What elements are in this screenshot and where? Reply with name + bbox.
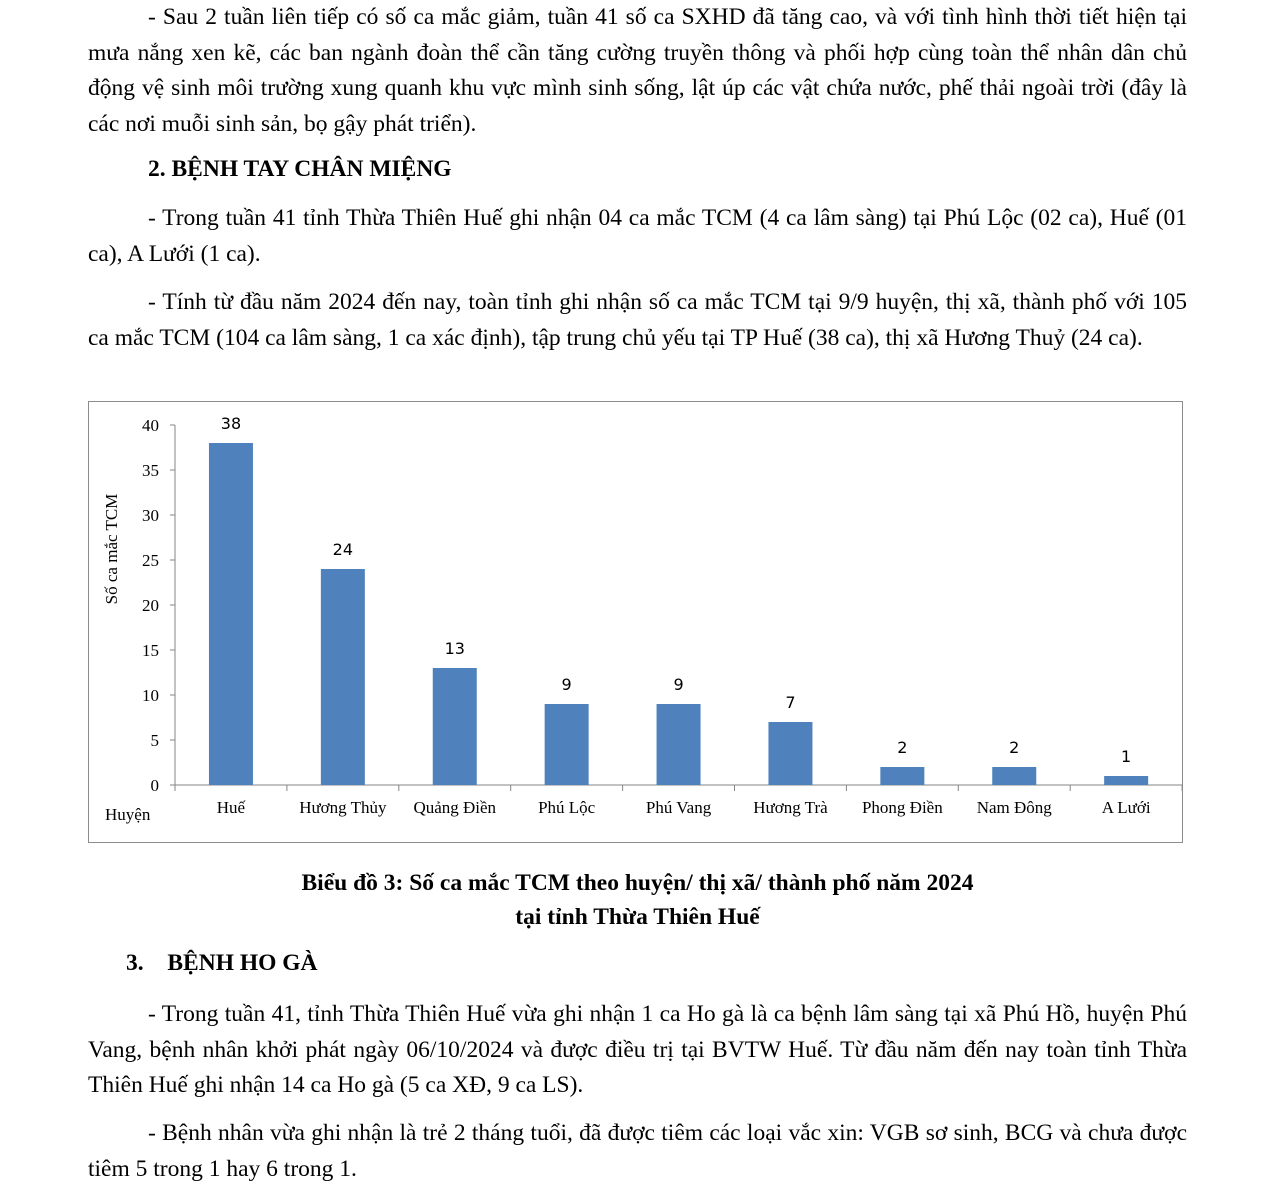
category-label: Phú Lộc [538,798,596,817]
paragraph-sxhd [88,0,1187,142]
heading-whooping-cough [126,950,318,977]
heading-text: BỆNH HO GÀ [167,950,318,976]
data-label: 1 [1121,747,1132,766]
y-tick-label: 35 [142,461,159,480]
y-axis-title: Số ca mắc TCM [102,493,121,605]
data-label: 9 [673,675,684,694]
data-label: 2 [1009,738,1020,757]
category-label: Nam Đông [976,798,1052,817]
bar [768,722,812,785]
paragraph-tcm-year [88,285,1187,356]
heading-number: 3. [126,950,144,976]
y-tick-label: 40 [142,416,159,435]
y-tick-label: 30 [142,506,159,525]
category-label: Quảng Điền [413,798,497,817]
bar [321,569,365,785]
data-label: 38 [220,414,242,433]
paragraph-text: - Sau 2 tuần liên tiếp có số ca mắc giảm, tuần 41 số ca SXHD đã tăng cao, và với tình hình thời tiết hiện tại mưa nắng xen kẽ, các ban ngành đoàn thể cần tăng cường truyền thông và phối hợp cùng toàn thể nhân dân chủ động vệ sinh môi trường xung quanh khu vực mình sinh sống, lật úp các vật chứa nước, phế thải ngoài trời (đây là các nơi muỗi sinh sản, bọ gậy phát triển). [88,4,1187,137]
y-tick-label: 25 [142,551,159,570]
category-label: Phú Vang [645,798,712,817]
paragraph-text: - Trong tuần 41, tỉnh Thừa Thiên Huế vừa ghi nhận 1 ca Ho gà là ca bệnh lâm sàng tại xã Phú Hồ, huyện Phú Vang, bệnh nhân khởi phát ngày 06/10/2024 và được điều trị tại BVTW Huế. Từ đầu năm đến nay toàn tỉnh Thừa Thiên Huế ghi nhận 14 ca Ho gà (5 ca XĐ, 9 ca LS). [88,1001,1187,1098]
paragraph-tcm-week [88,201,1187,272]
data-label: 2 [897,738,908,757]
category-label: Huế [216,798,246,817]
data-label: 24 [332,540,354,559]
y-tick-label: 5 [150,731,159,750]
x-axis-title: Huyện [105,805,151,824]
bar-chart [89,402,1182,842]
y-tick-label: 20 [142,596,159,615]
caption-line-2: tại tỉnh Thừa Thiên Huế [515,904,760,930]
bar [992,767,1036,785]
data-label: 7 [785,693,796,712]
bar [1104,776,1148,785]
caption-line-1: Biểu đồ 3: Số ca mắc TCM theo huyện/ thị xã/ thành phố năm 2024 [301,870,974,896]
y-tick-label: 15 [142,641,159,660]
paragraph-text: - Trong tuần 41 tỉnh Thừa Thiên Huế ghi nhận 04 ca mắc TCM (4 ca lâm sàng) tại Phú Lộc (02 ca), Huế (01 ca), A Lưới (1 ca). [88,205,1187,267]
data-label: 13 [444,639,465,658]
category-label: Phong Điền [861,798,943,817]
bar [433,668,477,785]
heading-hand-foot-mouth: 2. BỆNH TAY CHÂN MIỆNG [148,156,452,182]
bar [209,443,253,785]
chart-caption [88,866,1187,934]
bar [880,767,924,785]
bar [657,704,701,785]
y-tick-label: 0 [150,776,159,795]
bar [545,704,589,785]
category-label: Hương Trà [753,798,828,817]
paragraph-pertussis-week [88,997,1187,1104]
paragraph-text: - Bệnh nhân vừa ghi nhận là trẻ 2 tháng tuổi, đã được tiêm các loại vắc xin: VGB sơ sinh, BCG và chưa được tiêm 5 trong 1 hay 6 trong 1. [88,1120,1187,1182]
y-tick-label: 10 [142,686,159,705]
data-label: 9 [561,675,572,694]
category-label: A Lưới [1101,798,1151,817]
paragraph-text: - Tính từ đầu năm 2024 đến nay, toàn tỉnh ghi nhận số ca mắc TCM tại 9/9 huyện, thị xã, thành phố với 105 ca mắc TCM (104 ca lâm sàng, 1 ca xác định), tập trung chủ yếu tại TP Huế (38 ca), thị xã Hương Thuỷ (24 ca). [88,289,1187,351]
chart-frame [88,401,1183,843]
paragraph-pertussis-patient [88,1116,1187,1187]
category-label: Hương Thủy [299,798,387,817]
